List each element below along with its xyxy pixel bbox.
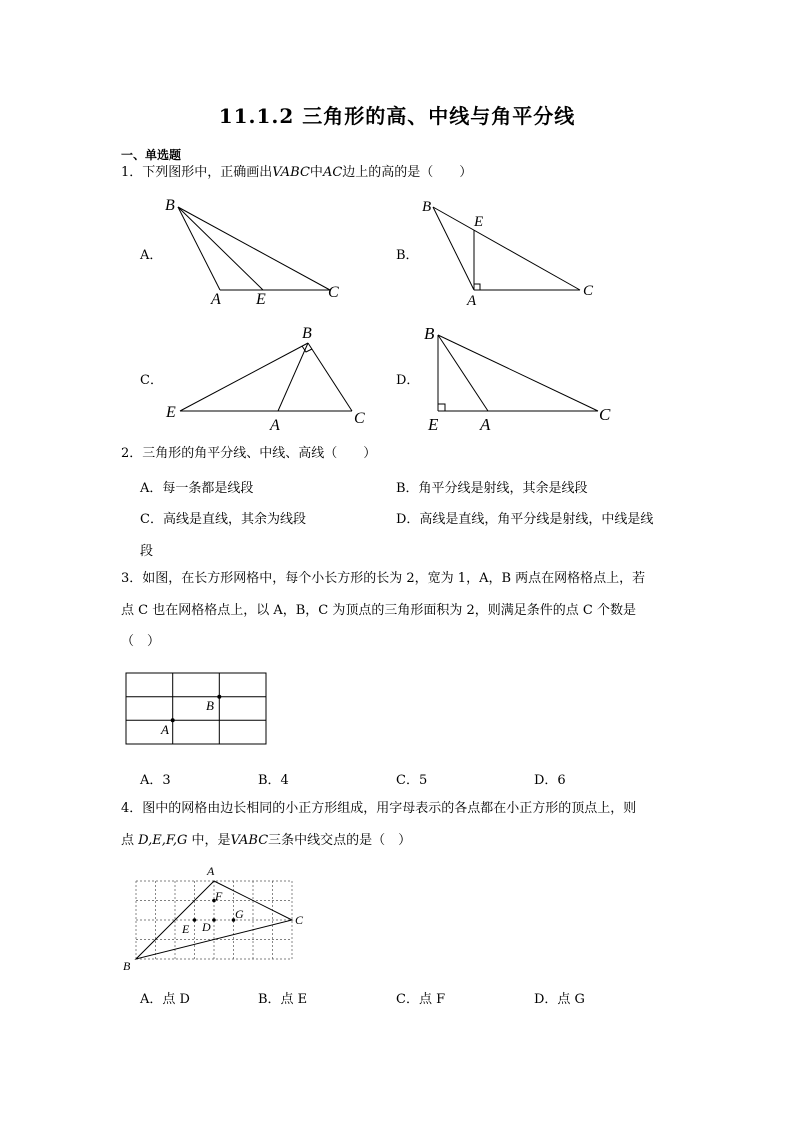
q3-grid-figure xyxy=(125,672,270,747)
label-b: B xyxy=(123,959,131,973)
q1-figure-d xyxy=(418,318,638,438)
q2-option-a[interactable]: A．每一条都是线段 xyxy=(140,481,254,496)
q3-option-c[interactable]: C．5 xyxy=(396,773,428,788)
q1-option-a[interactable]: A． xyxy=(140,248,163,263)
label-b: B xyxy=(206,698,214,713)
label-c: C xyxy=(295,913,304,927)
label-c: C xyxy=(354,410,365,427)
question-2-stem: 2．三角形的角平分线、中线、高线（ ） xyxy=(121,446,377,461)
label-b: B xyxy=(422,199,432,215)
question-1-stem: 1．下列图形中，正确画出VABC中AC边上的高的是（ ） xyxy=(121,165,473,180)
q4-grid-figure xyxy=(120,862,320,977)
label-b: B xyxy=(165,197,175,214)
q4-option-c[interactable]: C．点 F xyxy=(396,992,446,1007)
q2-option-d[interactable]: D．高线是直线，角平分线是射线，中线是线 xyxy=(396,512,654,527)
q3-option-b[interactable]: B．4 xyxy=(258,773,289,788)
q3-option-a[interactable]: A．3 xyxy=(140,773,171,788)
label-c: C xyxy=(599,405,611,424)
label-a: A xyxy=(207,864,215,878)
q2-option-c[interactable]: C．高线是直线，其余为线段 xyxy=(140,512,306,527)
label-d: D xyxy=(202,920,211,934)
q1-option-d[interactable]: D． xyxy=(396,373,420,388)
q1-option-c[interactable]: C． xyxy=(140,373,163,388)
question-3-line2: 点 C 也在网格格点上，以 A，B，C 为顶点的三角形面积为 2，则满足条件的点 C 个数是 xyxy=(121,603,636,618)
q1-figure-a xyxy=(160,192,360,312)
q1-figure-c xyxy=(160,318,380,438)
q2-option-b[interactable]: B．角平分线是射线，其余是线段 xyxy=(396,481,588,496)
q4-option-b[interactable]: B．点 E xyxy=(258,992,308,1007)
question-3-line3: （ ） xyxy=(121,634,161,649)
label-a: A xyxy=(467,293,477,309)
label-a: A xyxy=(211,291,221,308)
q3-option-d[interactable]: D．6 xyxy=(534,773,566,788)
label-a: A xyxy=(480,415,491,434)
q1-figure-b xyxy=(418,192,618,312)
label-e: E xyxy=(166,404,176,421)
q1-option-b[interactable]: B． xyxy=(396,248,419,263)
q4-option-a[interactable]: A．点 D xyxy=(140,992,190,1007)
label-e: E xyxy=(474,214,484,230)
page-title: 11.1.2 三角形的高、中线与角平分线 xyxy=(218,104,576,128)
label-e: E xyxy=(428,415,439,434)
section-heading: 一、单选题 xyxy=(121,148,182,162)
question-4-line1: 4．图中的网格由边长相同的小正方形组成，用字母表示的各点都在小正方形的顶点上，则 xyxy=(121,801,637,816)
label-e: E xyxy=(256,291,266,308)
label-c: C xyxy=(583,283,594,299)
label-f: F xyxy=(215,889,223,903)
label-b: B xyxy=(424,324,435,343)
q2-option-d-wrap: 段 xyxy=(140,544,154,559)
label-a: A xyxy=(270,417,280,434)
question-3-line1: 3．如图，在长方形网格中，每个小长方形的长为 2，宽为 1，A，B 两点在网格格点上，若 xyxy=(121,571,646,586)
label-g: G xyxy=(235,907,244,921)
question-4-line2: 点 D,E,F,G 中，是VABC三条中线交点的是（ ） xyxy=(121,833,412,848)
label-a: A xyxy=(161,722,169,737)
label-c: C xyxy=(328,284,339,301)
label-e: E xyxy=(182,922,190,936)
q4-option-d[interactable]: D．点 G xyxy=(534,992,585,1007)
label-b: B xyxy=(302,325,312,342)
